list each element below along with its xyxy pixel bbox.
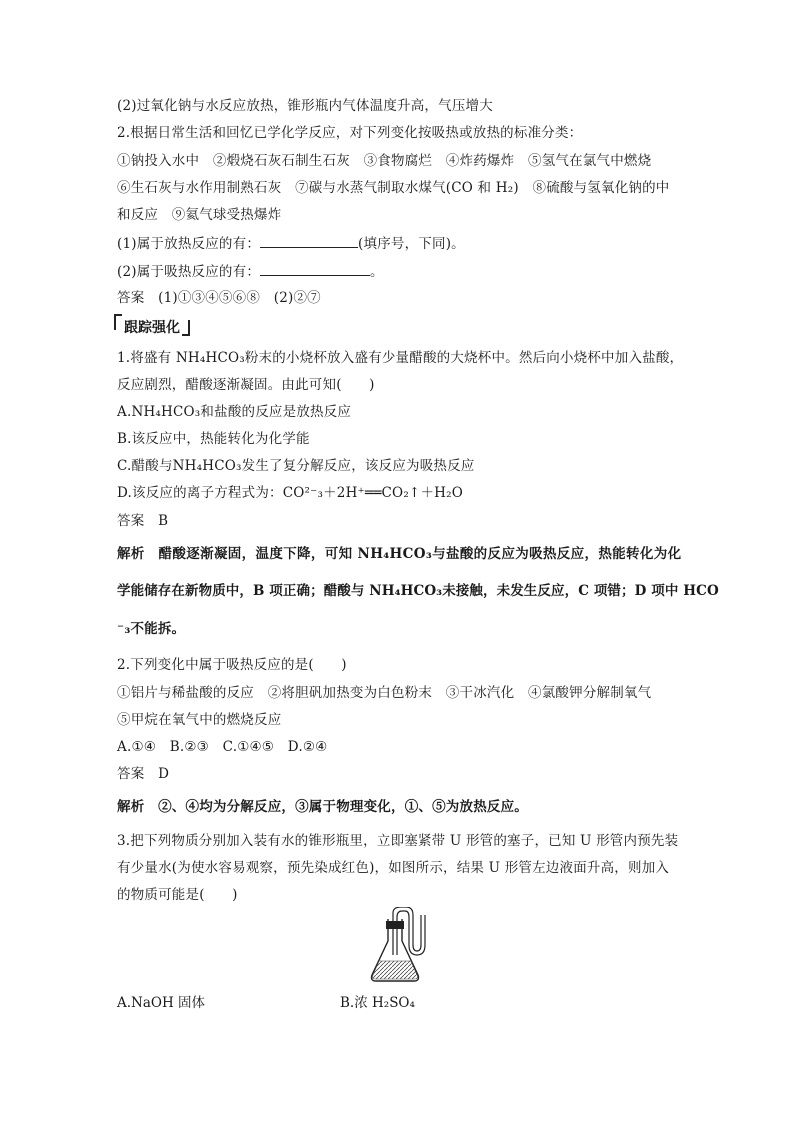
question-2-items-b-line1: ①铝片与稀盐酸的反应 ②将胆矾加热变为白色粉末 ③干冰汽化 ④氯酸钾分解制氧气 xyxy=(117,685,652,701)
question-1-explanation-line1: 解析 醋酸逐渐凝固，温度下降，可知 NH₄HCO₃与盐酸的反应为吸热反应，热能转化为化 xyxy=(117,546,682,562)
sub-question-1 xyxy=(117,233,465,253)
question-3-option-b: B.浓 H₂SO₄ xyxy=(340,995,415,1011)
question-3-stem-line3: 的物质可能是( ) xyxy=(117,887,238,903)
sub-question-2-label: (2)属于吸热反应的有： xyxy=(117,264,261,280)
question-2-answer: 答案 D xyxy=(117,766,170,782)
question-2-items-line3: 和反应 ⑨氦气球受热爆炸 xyxy=(117,207,282,223)
question-1-option-b: B.该反应中，热能转化为化学能 xyxy=(117,431,310,447)
question-1-answer: 答案 B xyxy=(117,513,169,529)
question-2-items-line1: ①钠投入水中 ②煅烧石灰石制生石灰 ③食物腐烂 ④炸药爆炸 ⑤氢气在氯气中燃烧 xyxy=(117,153,652,169)
erlenmeyer-flask-with-u-tube-icon xyxy=(360,907,450,985)
answer-line: 答案 (1)①③④⑤⑥⑧ (2)②⑦ xyxy=(117,290,321,306)
corner-bracket-right-icon xyxy=(182,320,190,336)
section-heading xyxy=(114,316,190,337)
question-3-option-a: A.NaOH 固体 xyxy=(117,995,206,1011)
question-1-explanation-line3: ⁻₃不能拆。 xyxy=(117,621,186,637)
question-2-explanation: 解析 ②、④均为分解反应，③属于物理变化，①、⑤为放热反应。 xyxy=(117,799,528,815)
question-2-stem: 2.根据日常生活和回忆已学化学反应，对下列变化按吸热或放热的标准分类： xyxy=(117,125,583,141)
question-2-items-line2: ⑥生石灰与水作用制熟石灰 ⑦碳与水蒸气制取水煤气(CO 和 H₂) ⑧硫酸与氢氧化钠的中 xyxy=(117,180,670,196)
question-2-items-b-line2: ⑤甲烷在氧气中的燃烧反应 xyxy=(117,712,282,728)
question-2-options: A.①④ B.②③ C.①④⑤ D.②④ xyxy=(117,739,328,755)
sub-question-1-suffix: (填序号，下同)。 xyxy=(358,236,465,252)
question-1-explanation-line2: 学能储存在新物质中，B 项正确；醋酸与 NH₄HCO₃未接触，未发生反应，C 项错；D 项中 HCO xyxy=(117,583,719,599)
sub-question-1-label: (1)属于放热反应的有： xyxy=(117,236,261,252)
question-3-stem-line1: 3.把下列物质分别加入装有水的锥形瓶里，立即塞紧带 U 形管的塞子，已知 U 形管内预先装 xyxy=(117,833,679,849)
question-1-option-c: C.醋酸与NH₄HCO₃发生了复分解反应，该反应为吸热反应 xyxy=(117,458,475,474)
corner-bracket-left-icon xyxy=(114,314,122,330)
sub-question-2-suffix: 。 xyxy=(370,264,384,280)
answer-blank xyxy=(260,233,358,248)
question-1-stem-line2: 反应剧烈，醋酸逐渐凝固。由此可知( ) xyxy=(117,377,375,393)
question-2-stem-b: 2.下列变化中属于吸热反应的是( ) xyxy=(117,657,347,673)
section-title: 跟踪强化 xyxy=(124,320,180,336)
question-1-option-d: D.该反应的离子方程式为：CO²⁻₃＋2H⁺══CO₂↑＋H₂O xyxy=(117,485,463,501)
answer-blank xyxy=(260,261,370,276)
question-1-stem-line1: 1.将盛有 NH₄HCO₃粉末的小烧杯放入盛有少量醋酸的大烧杯中。然后向小烧杯中加入盐酸， xyxy=(117,350,684,366)
question-1-option-a: A.NH₄HCO₃和盐酸的反应是放热反应 xyxy=(117,404,352,420)
sub-question-2 xyxy=(117,261,384,281)
text-line: (2)过氧化钠与水反应放热，锥形瓶内气体温度升高，气压增大 xyxy=(117,98,493,114)
question-3-stem-line2: 有少量水(为使水容易观察，预先染成红色)，如图所示，结果 U 形管左边液面升高，则加入 xyxy=(117,860,670,876)
